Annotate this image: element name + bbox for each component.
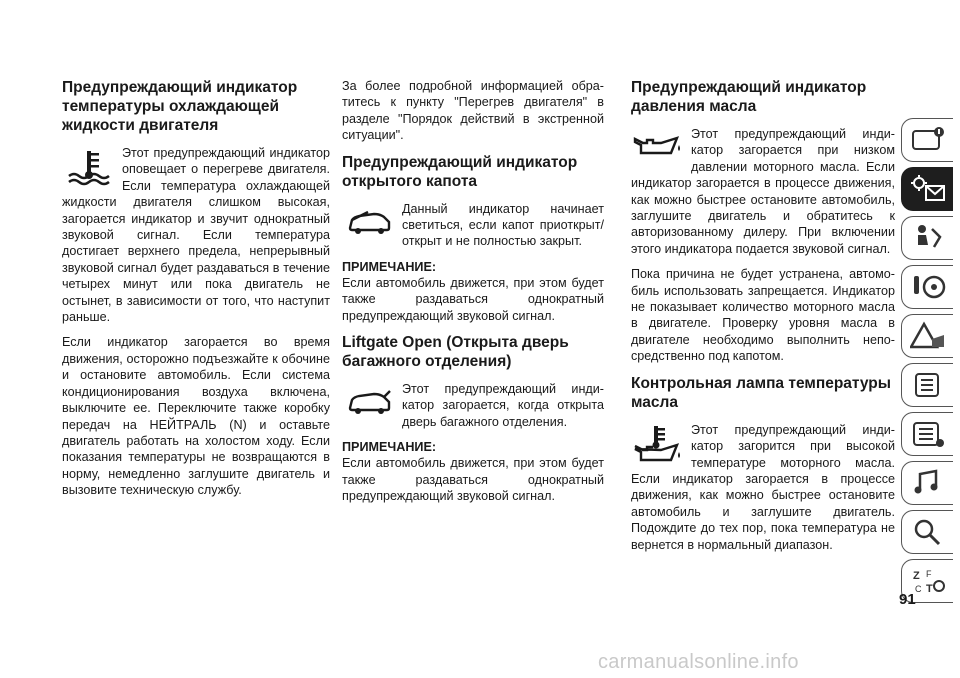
page-number: 91 — [899, 591, 916, 608]
coolant-heading: Предупреждающий индикатор температуры охлаждающей жидкости двигателя — [62, 79, 298, 134]
svg-text:T: T — [925, 583, 933, 595]
oil-temperature-icon — [631, 422, 685, 466]
multimedia-icon — [910, 468, 946, 498]
oil-pressure-heading: Предупреждающий индикатор давления масла — [631, 79, 867, 115]
svg-text:Z: Z — [912, 570, 920, 582]
safety-seat-icon — [910, 223, 946, 253]
liftgate-heading: Liftgate Open (Открыта дверь багажного отделения) — [342, 334, 569, 371]
column-3 — [631, 78, 895, 562]
watermark: carmanualsonline.info — [598, 651, 799, 673]
column-1 — [62, 78, 330, 508]
liftgate-open-icon — [342, 381, 396, 425]
chapter-tabs — [901, 118, 960, 608]
column-2 — [342, 78, 604, 514]
liftgate-text: Этот предупреждающий индикатор загорается, когда открыта дверь багажного отделения. — [402, 382, 604, 429]
oil-pressure-note: Пока причина не будет устранена, автомобиль использовать запрещается. Индикатор не показывает количество моторного масла в двигателе. Проверку уровня масла в двигателе необходимо выполнить непосредственно под капотом. — [631, 267, 895, 364]
hood-heading: Предупреждающий индикатор открытого капота — [342, 153, 578, 190]
car-info-icon — [910, 125, 946, 155]
tab-starting-driving[interactable] — [901, 265, 953, 309]
overheat-reference-text: За более подробной информацией обратитесь к пункту "Перегрев двигателя" в разделе "Порядок действий в экстренной ситуации". — [342, 79, 604, 143]
coolant-text: Этот предупреждающий индикатор оповещает о перегреве двигателя. Если температура охлаждающей жидкости двигателя слишком высокая, загорается индикатор и звучит однократный звуковой сигнал. Если температура достигает верхнего предела, непрерывный звуковой сигнал будет раздаваться в течение четырех минут или пока двигатель не остынет, в зависимости от того, что наступит раньше. — [62, 146, 330, 325]
note-text: Если автомобиль движется, при этом будет также раздаваться однократный предупреждающий звуковой сигнал. — [342, 456, 604, 504]
tab-emergency[interactable] — [901, 314, 953, 358]
hood-text: Данный индикатор начинает светиться, если капот приоткрыт/открыт и не полностью закрыт. — [402, 201, 604, 249]
svg-text:F: F — [925, 569, 931, 579]
oil-pressure-icon — [631, 126, 685, 170]
starting-driving-icon — [910, 272, 946, 302]
search-icon — [910, 517, 946, 547]
tab-maintenance[interactable] — [901, 363, 953, 407]
note-title: ПРИМЕЧАНИЕ: — [342, 259, 437, 274]
oil-temperature-heading: Контрольная лампа температуры масла — [631, 374, 892, 411]
tab-warning-lights[interactable] — [901, 167, 953, 211]
oil-pressure-text: Этот предупреждающий индикатор загорается при низком давлении моторного масла. Если индикатор загорается в процессе движения, как можно быстрее остановите автомобиль, заглушите двигатель и обратитесь к авторизованному дилеру. При включении этого индикатора подается звуковой сигнал. — [631, 127, 895, 256]
coolant-temperature-icon — [62, 145, 116, 189]
note-text: Если автомобиль движется, при этом будет также раздаваться однократный предупреждающий звуковой сигнал. — [342, 275, 604, 323]
note-title: ПРИМЕЧАНИЕ: — [342, 440, 437, 455]
tab-multimedia[interactable] — [901, 461, 953, 505]
tab-car-info[interactable] — [901, 118, 953, 162]
svg-text:C: C — [914, 584, 921, 594]
tab-specifications[interactable] — [901, 412, 953, 456]
oil-temperature-text: Этот предупреждающий индикатор загорится при высокой температуре моторного масла. Если индикатор загорается в процессе движения, как можно быстрее остановите автомобиль и заглушите двигатель. Подождите до тех пор, пока температура не вернется в нормальный диапазон. — [631, 422, 895, 552]
specifications-icon — [910, 419, 946, 449]
maintenance-icon — [910, 370, 946, 400]
tab-search[interactable] — [901, 510, 953, 554]
tab-safety[interactable] — [901, 216, 953, 260]
emergency-triangle-icon — [910, 321, 946, 351]
hood-open-icon — [342, 201, 396, 245]
warning-lights-icon — [910, 174, 946, 204]
coolant-action-text: Если индикатор загорается во время движения, осторожно подъезжайте к обочине и остановите автомобиль. Если система кондиционирования воздуха включена, выключите ее. Переключите также коробку передач на НЕЙТРАЛЬ (N) и оставьте двигатель работать на холостом ходу. Если показания температуры не возвращаются в норму, немедленно заглушите двигатель и вызовите техническую службу. — [62, 335, 330, 498]
